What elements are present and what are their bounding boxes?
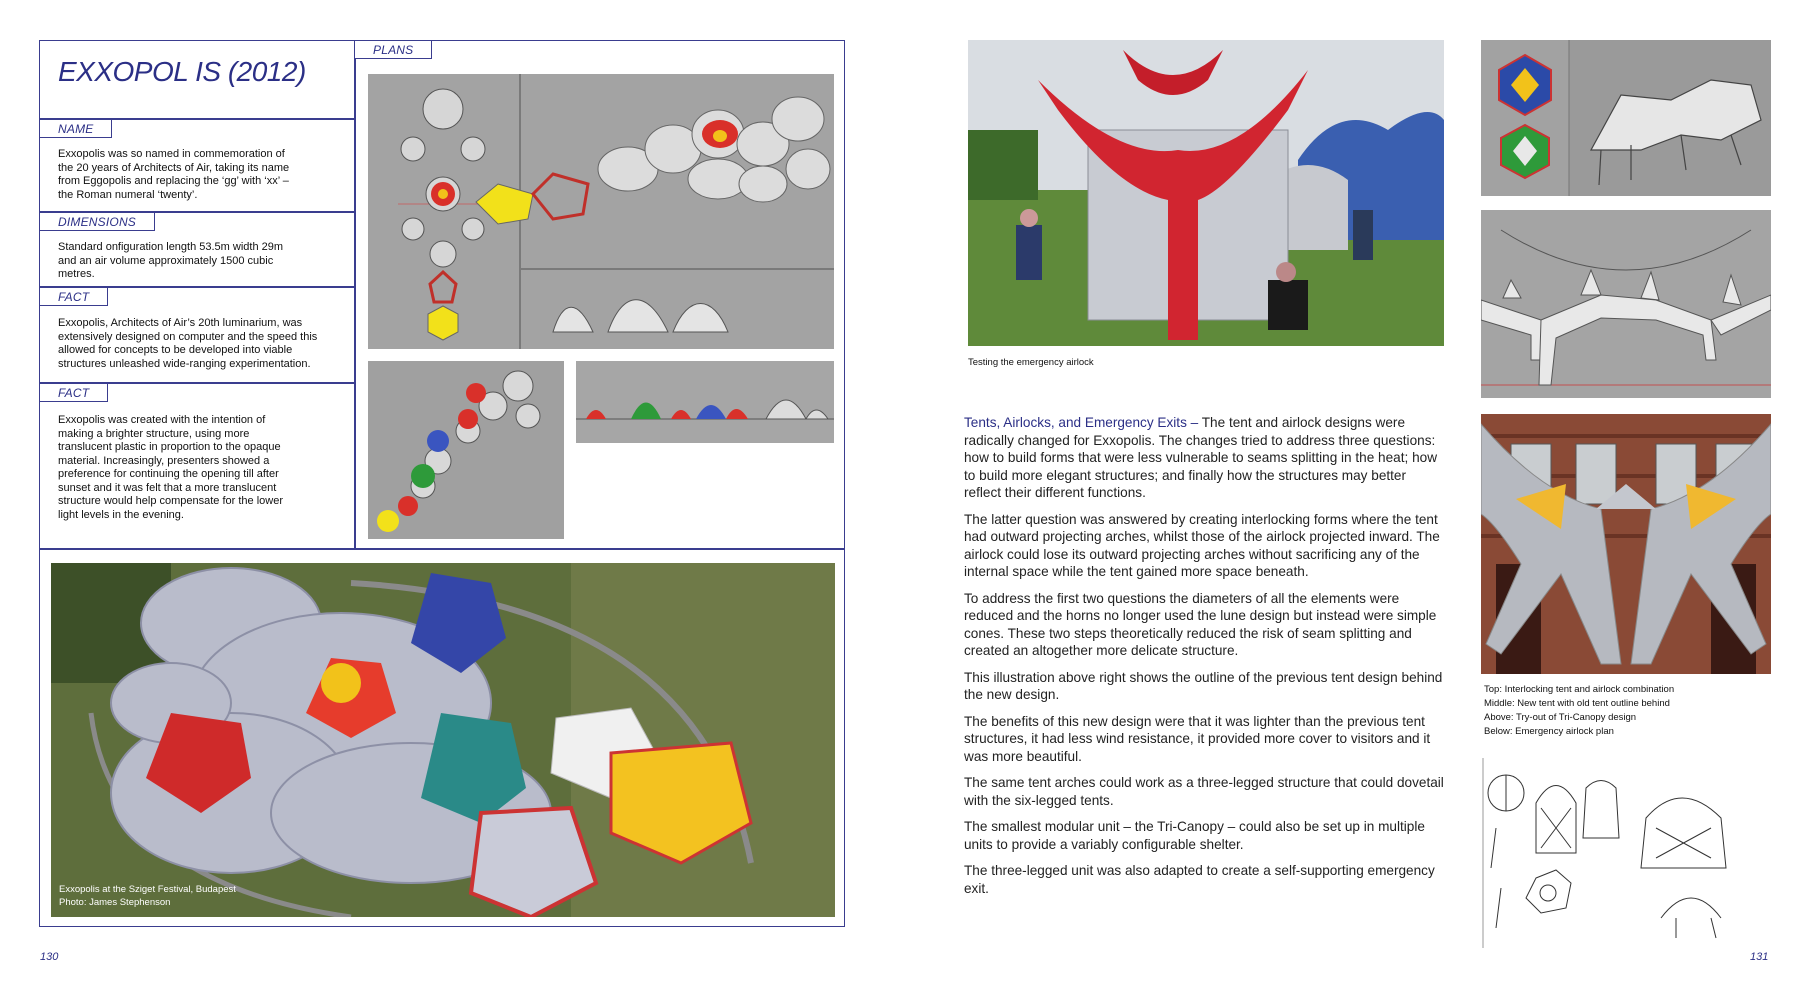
tricanopy-graphic	[1481, 414, 1771, 674]
side-caption-line-4: Below: Emergency airlock plan	[1484, 726, 1614, 737]
side-caption-line-1: Top: Interlocking tent and airlock combination	[1484, 684, 1675, 695]
section-label-dimensions: DIMENSIONS	[39, 212, 155, 231]
section-text-fact-2: Exxopolis was created with the intention of making a brighter structure, using more translucent plastic in proportion to the opaque material. Increasingly, presenters showed a preference for continuing the opening till after sunset and it was felt that a more translucent structure would help compensate for the lower light levels in the evening.	[58, 414, 284, 521]
aerial-photo-graphic	[51, 563, 835, 917]
article-paragraph-8: The three-legged unit was also adapted to create a self-supporting emergency exit.	[964, 863, 1435, 896]
article-paragraph-6: The same tent arches could work as a three-legged structure that could dovetail with the six-legged tents.	[964, 775, 1444, 808]
article-paragraph-5: The benefits of this new design were that it was lighter than the previous tent structures, it had less wind resistance, it provided more cover to visitors and it was more beautiful.	[964, 713, 1431, 764]
plans-render-diagonal	[368, 361, 564, 539]
article-lead: Tents, Airlocks, and Emergency Exits –	[964, 415, 1199, 430]
plans-diagonal-graphic	[368, 361, 564, 539]
article-body	[964, 414, 1446, 906]
tent-outline-render	[1481, 210, 1771, 398]
page-number-left: 130	[40, 951, 59, 963]
article-paragraph-1	[964, 414, 1446, 502]
airlock-plan-sketch-graphic	[1481, 758, 1771, 948]
article-paragraph-2: The latter question was answered by creating interlocking forms where the tent had outward projecting arches, whilst those of the airlock projected inward. The airlock could lose its outward projecting arches without sacrificing any of the internal space while the tent gained more space beneath.	[964, 511, 1440, 579]
plans-render-main	[368, 74, 834, 349]
plans-render-graphic	[368, 74, 834, 349]
article-paragraph-1-text: The tent and airlock designs were radically changed for Exxopolis. The changes tried to address three questions: how to build forms that were less vulnerable to seams splitting in the heat; how to build more elegant structures; and finally how the structures may better reflect their different functions.	[964, 415, 1438, 500]
section-label-fact-1: FACT	[39, 287, 108, 306]
interlocking-render-graphic	[1481, 40, 1771, 196]
tent-outline-graphic	[1481, 210, 1771, 398]
left-column-divider	[354, 40, 356, 548]
page-number-right: 131	[1750, 951, 1769, 963]
airlock-test-photo	[968, 40, 1444, 346]
tricanopy-photo	[1481, 414, 1771, 674]
aerial-photo-sziget	[51, 563, 835, 917]
section-label-fact-2: FACT	[39, 383, 108, 402]
side-caption-line-2: Middle: New tent with old tent outline behind	[1484, 698, 1670, 709]
airlock-test-graphic	[968, 40, 1444, 346]
section-text-dimensions: Standard onfiguration length 53.5m width 29m and an air volume approximately 1500 cubic metres.	[58, 241, 284, 280]
article-paragraph-3: To address the first two questions the diameters of all the elements were reduced and the horns no longer used the lune design but instead were simple cones. These two steps theoretically reduced the risk of seam splitting and created an altogether more delicate structure.	[964, 590, 1437, 658]
info-divider-bottom	[39, 548, 845, 550]
side-caption-line-3: Above: Try-out of Tri-Canopy design	[1484, 712, 1637, 723]
section-label-name: NAME	[39, 119, 112, 138]
plans-render-elevation	[576, 361, 834, 443]
plans-label: PLANS	[354, 40, 432, 59]
section-text-name: Exxopolis was so named in commemoration of the 20 years of Architects of Air, taking its name from Eggopolis and replacing the ‘gg’ with ‘xx’ – the Roman numeral ‘twenty’.	[58, 148, 290, 201]
page-title: EXXOPOL IS (2012)	[58, 56, 306, 87]
interlocking-render	[1481, 40, 1771, 196]
aerial-caption-line-1: Exxopolis at the Sziget Festival, Budapest	[59, 884, 236, 895]
airlock-plan-sketch	[1481, 758, 1771, 948]
plans-elevation-graphic	[576, 361, 834, 443]
airlock-photo-caption: Testing the emergency airlock	[968, 357, 1094, 368]
aerial-caption-line-2: Photo: James Stephenson	[59, 897, 171, 908]
section-text-fact-1: Exxopolis, Architects of Air’s 20th luminarium, was extensively designed on computer and the speed this allowed for concepts to be developed into viable structures unleashed wide-ranging experimentation.	[58, 317, 318, 370]
article-paragraph-4: This illustration above right shows the outline of the previous tent design behind the new design.	[964, 669, 1443, 702]
article-paragraph-7: The smallest modular unit – the Tri-Canopy – could also be set up in multiple units to provide a variably configurable shelter.	[964, 819, 1425, 852]
